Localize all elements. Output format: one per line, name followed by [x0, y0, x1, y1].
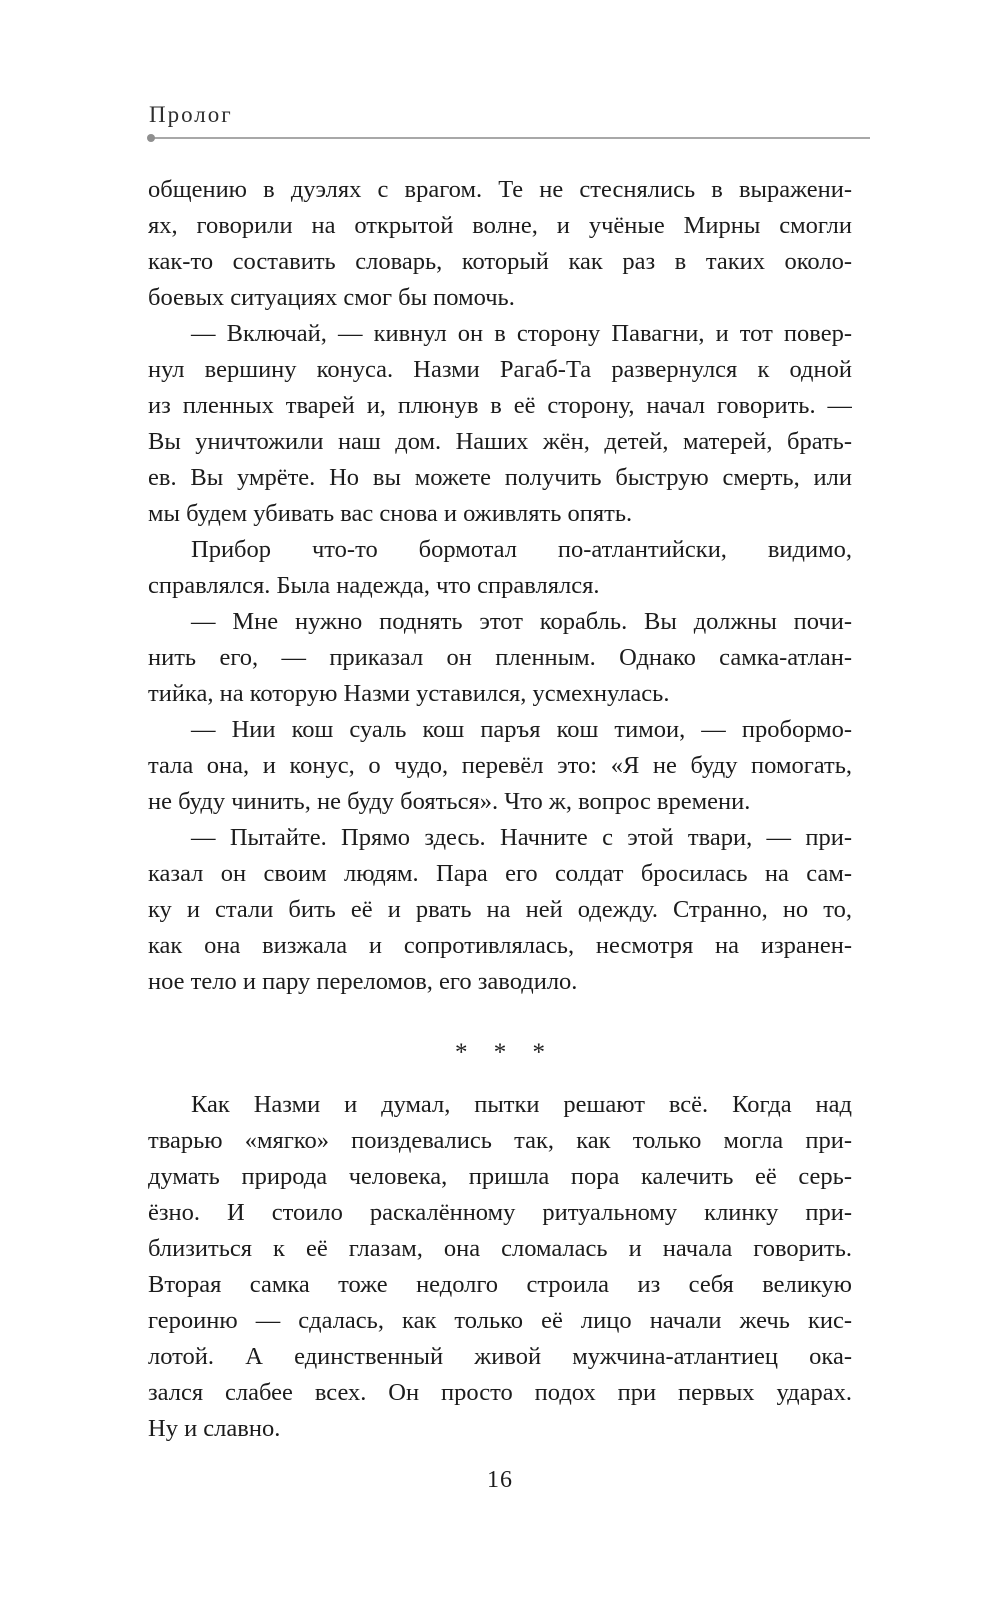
- text-line: из пленных тварей и, плюнув в её сторону, начал говорить. —: [148, 392, 852, 419]
- text-line: зался слабее всех. Он просто подох при первых ударах.: [148, 1379, 852, 1406]
- text-line: ёзно. И стоило раскалённому ритуальному клинку при-: [148, 1199, 852, 1226]
- text-line: героиню — сдалась, как только её лицо начали жечь кис-: [148, 1307, 852, 1334]
- text-body: [148, 172, 852, 1447]
- text-line: близиться к её глазам, она сломалась и начала говорить.: [148, 1235, 852, 1262]
- text-line: справлялся. Была надежда, что справлялся.: [148, 572, 600, 599]
- text-line: казал он своим людям. Пара его солдат бросилась на сам-: [148, 860, 852, 887]
- section-separator: * * *: [455, 1039, 545, 1066]
- text-line: — Мне нужно поднять этот корабль. Вы должны почи-: [191, 608, 852, 635]
- text-line: ное тело и пару переломов, его заводило.: [148, 968, 578, 995]
- text-line: ях, говорили на открытой волне, и учёные Мирны смогли: [148, 212, 852, 239]
- page-footer: [148, 1462, 852, 1498]
- page-number: 16: [487, 1467, 513, 1493]
- text-line: общению в дуэлях с врагом. Те не стеснялись в выражени-: [148, 176, 852, 203]
- text-line: боевых ситуациях смог бы помочь.: [148, 284, 515, 311]
- text-line: нить его, — приказал он пленным. Однако самка-атлан-: [148, 644, 852, 671]
- text-line: не буду чинить, не буду бояться». Что ж, вопрос времени.: [148, 788, 751, 815]
- text-line: нул вершину конуса. Назми Рагаб-Та развернулся к одной: [148, 356, 852, 383]
- text-line: тийка, на которую Назми уставился, усмехнулась.: [148, 680, 670, 707]
- text-line: думать природа человека, пришла пора калечить её серь-: [148, 1163, 852, 1190]
- text-line: как она визжала и сопротивлялась, несмотря на изранен-: [148, 932, 852, 959]
- text-line: Прибор что-то бормотал по-атлантийски, видимо,: [191, 536, 852, 563]
- text-line: Вы уничтожили наш дом. Наших жён, детей, матерей, брать-: [148, 428, 852, 455]
- text-line: тварью «мягко» поиздевались так, как только могла при-: [148, 1127, 852, 1154]
- header-rule: [148, 137, 870, 139]
- text-line: ку и стали бить её и рвать на ней одежду. Странно, но то,: [148, 896, 852, 923]
- text-line: — Пытайте. Прямо здесь. Начните с этой твари, — при-: [191, 824, 852, 851]
- rule-dot: [147, 134, 155, 142]
- text-line: Ну и славно.: [148, 1415, 281, 1442]
- text-line: — Нии кош суаль кош паръя кош тимои, — пробормо-: [191, 716, 852, 743]
- chapter-title: Пролог: [149, 102, 233, 127]
- text-line: ев. Вы умрёте. Но вы можете получить быструю смерть, или: [148, 464, 852, 491]
- text-line: как-то составить словарь, который как раз в таких около-: [148, 248, 852, 275]
- text-line: — Включай, — кивнул он в сторону Павагни, и тот повер-: [191, 320, 852, 347]
- text-line: Как Назми и думал, пытки решают всё. Когда над: [191, 1091, 852, 1118]
- text-line: мы будем убивать вас снова и оживлять опять.: [148, 500, 633, 527]
- text-line: тала она, и конус, о чудо, перевёл это: «Я не буду помогать,: [148, 752, 852, 779]
- text-line: Вторая самка тоже недолго строила из себя великую: [148, 1271, 852, 1298]
- text-line: лотой. А единственный живой мужчина-атлантиец ока-: [148, 1343, 852, 1370]
